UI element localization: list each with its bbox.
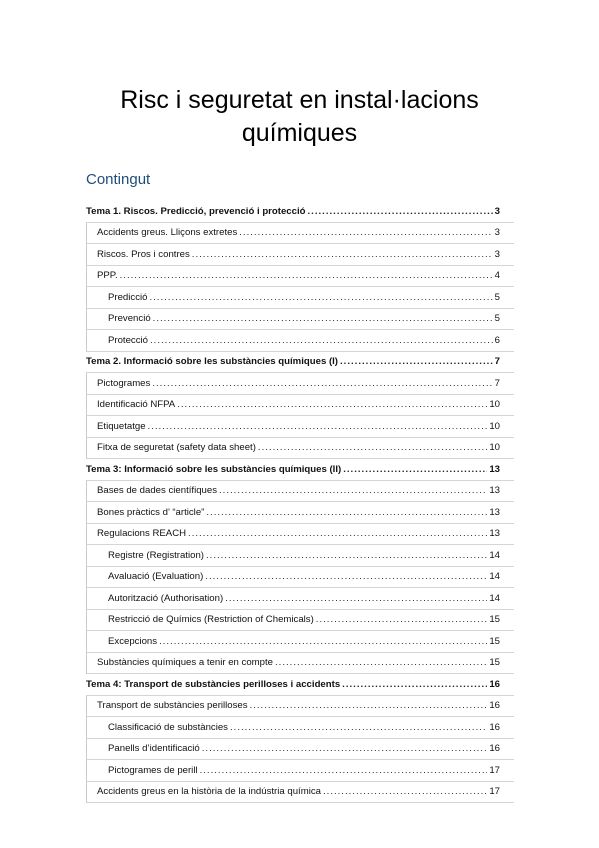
toc-entry-label: Transport de substàncies perilloses — [97, 700, 248, 712]
toc-entry[interactable] — [86, 567, 514, 589]
toc-entry[interactable] — [86, 653, 514, 675]
toc-entry-label: Accidents greus en la història de la indústria química — [97, 786, 321, 798]
toc-entry-label: Tema 4: Transport de substàncies perilloses i accidents — [86, 678, 341, 690]
toc-leader-dots — [159, 636, 487, 647]
toc-entry-page: 4 — [494, 270, 500, 282]
toc-entry-page: 13 — [489, 506, 500, 518]
toc-leader-dots — [202, 743, 488, 754]
toc-entry-label: Regulacions REACH — [97, 528, 187, 540]
toc-entry-label: Fitxa de seguretat (safety data sheet) — [97, 442, 256, 454]
toc-entry[interactable] — [86, 330, 514, 352]
toc-entry-page: 13 — [489, 463, 500, 475]
toc-leader-dots — [343, 464, 487, 475]
toc-entry-page: 3 — [494, 248, 500, 260]
toc-leader-dots — [225, 593, 487, 604]
toc-entry-label: Tema 2. Informació sobre les substàncies químiques (I) — [86, 356, 338, 368]
toc-entry[interactable] — [86, 610, 514, 632]
toc-entry-label: Pictogrames — [97, 377, 151, 389]
toc-leader-dots — [192, 249, 493, 260]
toc-entry[interactable] — [86, 223, 514, 245]
toc-entry-label: Pictogrames de perill — [108, 764, 198, 776]
toc-entry-label: Panells d’identificació — [108, 743, 200, 755]
title-line-2: químiques — [241, 119, 358, 147]
toc-entry[interactable] — [86, 782, 514, 804]
toc-entry[interactable] — [86, 760, 514, 782]
toc-entry-label: Bones pràctics d’ “article” — [97, 506, 205, 518]
toc-entry-label: Predicció — [108, 291, 148, 303]
toc-leader-dots — [316, 614, 488, 625]
toc-entry[interactable] — [86, 287, 514, 309]
toc-entry-page: 15 — [489, 614, 500, 626]
toc-entry-label: Registre (Registration) — [108, 549, 204, 561]
toc-leader-dots — [340, 356, 493, 367]
toc-entry-label: Autorització (Authorisation) — [108, 592, 224, 604]
table-of-contents — [86, 201, 514, 803]
toc-entry-page: 17 — [489, 786, 500, 798]
toc-entry[interactable] — [86, 416, 514, 438]
toc-entry-page: 15 — [489, 657, 500, 669]
toc-leader-dots — [323, 786, 487, 797]
toc-entry[interactable] — [86, 373, 514, 395]
toc-entry-label: Avaluació (Evaluation) — [108, 571, 204, 583]
toc-entry-label: Protecció — [108, 334, 148, 346]
toc-heading: Contingut — [86, 171, 151, 188]
toc-entry-page: 15 — [489, 635, 500, 647]
title-line-1: Risc i seguretat en instal·lacions — [120, 86, 479, 114]
toc-entry[interactable] — [86, 696, 514, 718]
toc-leader-dots — [177, 399, 487, 410]
toc-leader-dots — [120, 270, 493, 281]
toc-entry[interactable] — [86, 481, 514, 503]
toc-entry[interactable] — [86, 438, 514, 460]
toc-leader-dots — [308, 206, 493, 217]
toc-entry[interactable] — [86, 674, 514, 696]
toc-entry[interactable] — [86, 545, 514, 567]
toc-entry[interactable] — [86, 266, 514, 288]
toc-entry-page: 3 — [494, 205, 500, 217]
toc-leader-dots — [150, 335, 493, 346]
toc-entry-label: Classificació de substàncies — [108, 721, 228, 733]
toc-entry[interactable] — [86, 524, 514, 546]
toc-entry[interactable] — [86, 739, 514, 761]
toc-entry-page: 14 — [489, 571, 500, 583]
toc-leader-dots — [152, 378, 492, 389]
toc-entry[interactable] — [86, 201, 514, 223]
toc-leader-dots — [149, 292, 492, 303]
toc-entry-page: 16 — [489, 743, 500, 755]
toc-entry-page: 6 — [494, 334, 500, 346]
toc-entry-page: 10 — [489, 399, 500, 411]
toc-entry-label: PPP. — [97, 270, 118, 282]
toc-entry-label: Bases de dades científiques — [97, 485, 218, 497]
toc-entry-label: Substàncies químiques a tenir en compte — [97, 657, 273, 669]
toc-entry-page: 16 — [489, 700, 500, 712]
toc-leader-dots — [206, 550, 487, 561]
toc-entry-page: 3 — [494, 227, 500, 239]
toc-entry[interactable] — [86, 588, 514, 610]
toc-entry-label: Restricció de Químics (Restriction of Chemicals) — [108, 614, 314, 626]
toc-entry[interactable] — [86, 309, 514, 331]
toc-leader-dots — [230, 722, 487, 733]
toc-leader-dots — [153, 313, 493, 324]
toc-entry-page: 7 — [494, 356, 500, 368]
toc-entry[interactable] — [86, 459, 514, 481]
toc-entry-page: 14 — [489, 549, 500, 561]
toc-entry[interactable] — [86, 244, 514, 266]
toc-entry-label: Tema 1. Riscos. Predicció, prevenció i protecció — [86, 205, 306, 217]
toc-entry-label: Riscos. Pros i contres — [97, 248, 190, 260]
toc-leader-dots — [188, 528, 487, 539]
toc-leader-dots — [148, 421, 488, 432]
toc-leader-dots — [239, 227, 492, 238]
toc-entry[interactable] — [86, 395, 514, 417]
toc-entry[interactable] — [86, 502, 514, 524]
toc-leader-dots — [219, 485, 487, 496]
toc-entry-page: 13 — [489, 485, 500, 497]
toc-entry-label: Prevenció — [108, 313, 151, 325]
toc-leader-dots — [250, 700, 488, 711]
toc-entry[interactable] — [86, 717, 514, 739]
toc-entry-label: Excepcions — [108, 635, 158, 647]
toc-entry-label: Tema 3: Informació sobre les substàncies químiques (II) — [86, 463, 342, 475]
toc-entry-label: Accidents greus. Lliçons extretes — [97, 227, 238, 239]
toc-entry-page: 10 — [489, 420, 500, 432]
toc-entry-page: 10 — [489, 442, 500, 454]
toc-leader-dots — [206, 507, 487, 518]
toc-entry-label: Identificació NFPA — [97, 399, 176, 411]
toc-entry-page: 13 — [489, 528, 500, 540]
toc-entry-page: 5 — [494, 313, 500, 325]
toc-leader-dots — [205, 571, 487, 582]
toc-leader-dots — [275, 657, 487, 668]
toc-leader-dots — [200, 765, 488, 776]
document-title — [60, 84, 539, 150]
toc-entry-page: 5 — [494, 291, 500, 303]
toc-entry[interactable] — [86, 352, 514, 374]
toc-entry-page: 7 — [494, 377, 500, 389]
toc-entry-page: 16 — [489, 721, 500, 733]
toc-leader-dots — [258, 442, 487, 453]
toc-leader-dots — [342, 679, 487, 690]
toc-entry-label: Etiquetatge — [97, 420, 146, 432]
toc-entry-page: 17 — [489, 764, 500, 776]
toc-entry-page: 14 — [489, 592, 500, 604]
toc-entry-page: 16 — [489, 678, 500, 690]
toc-entry[interactable] — [86, 631, 514, 653]
